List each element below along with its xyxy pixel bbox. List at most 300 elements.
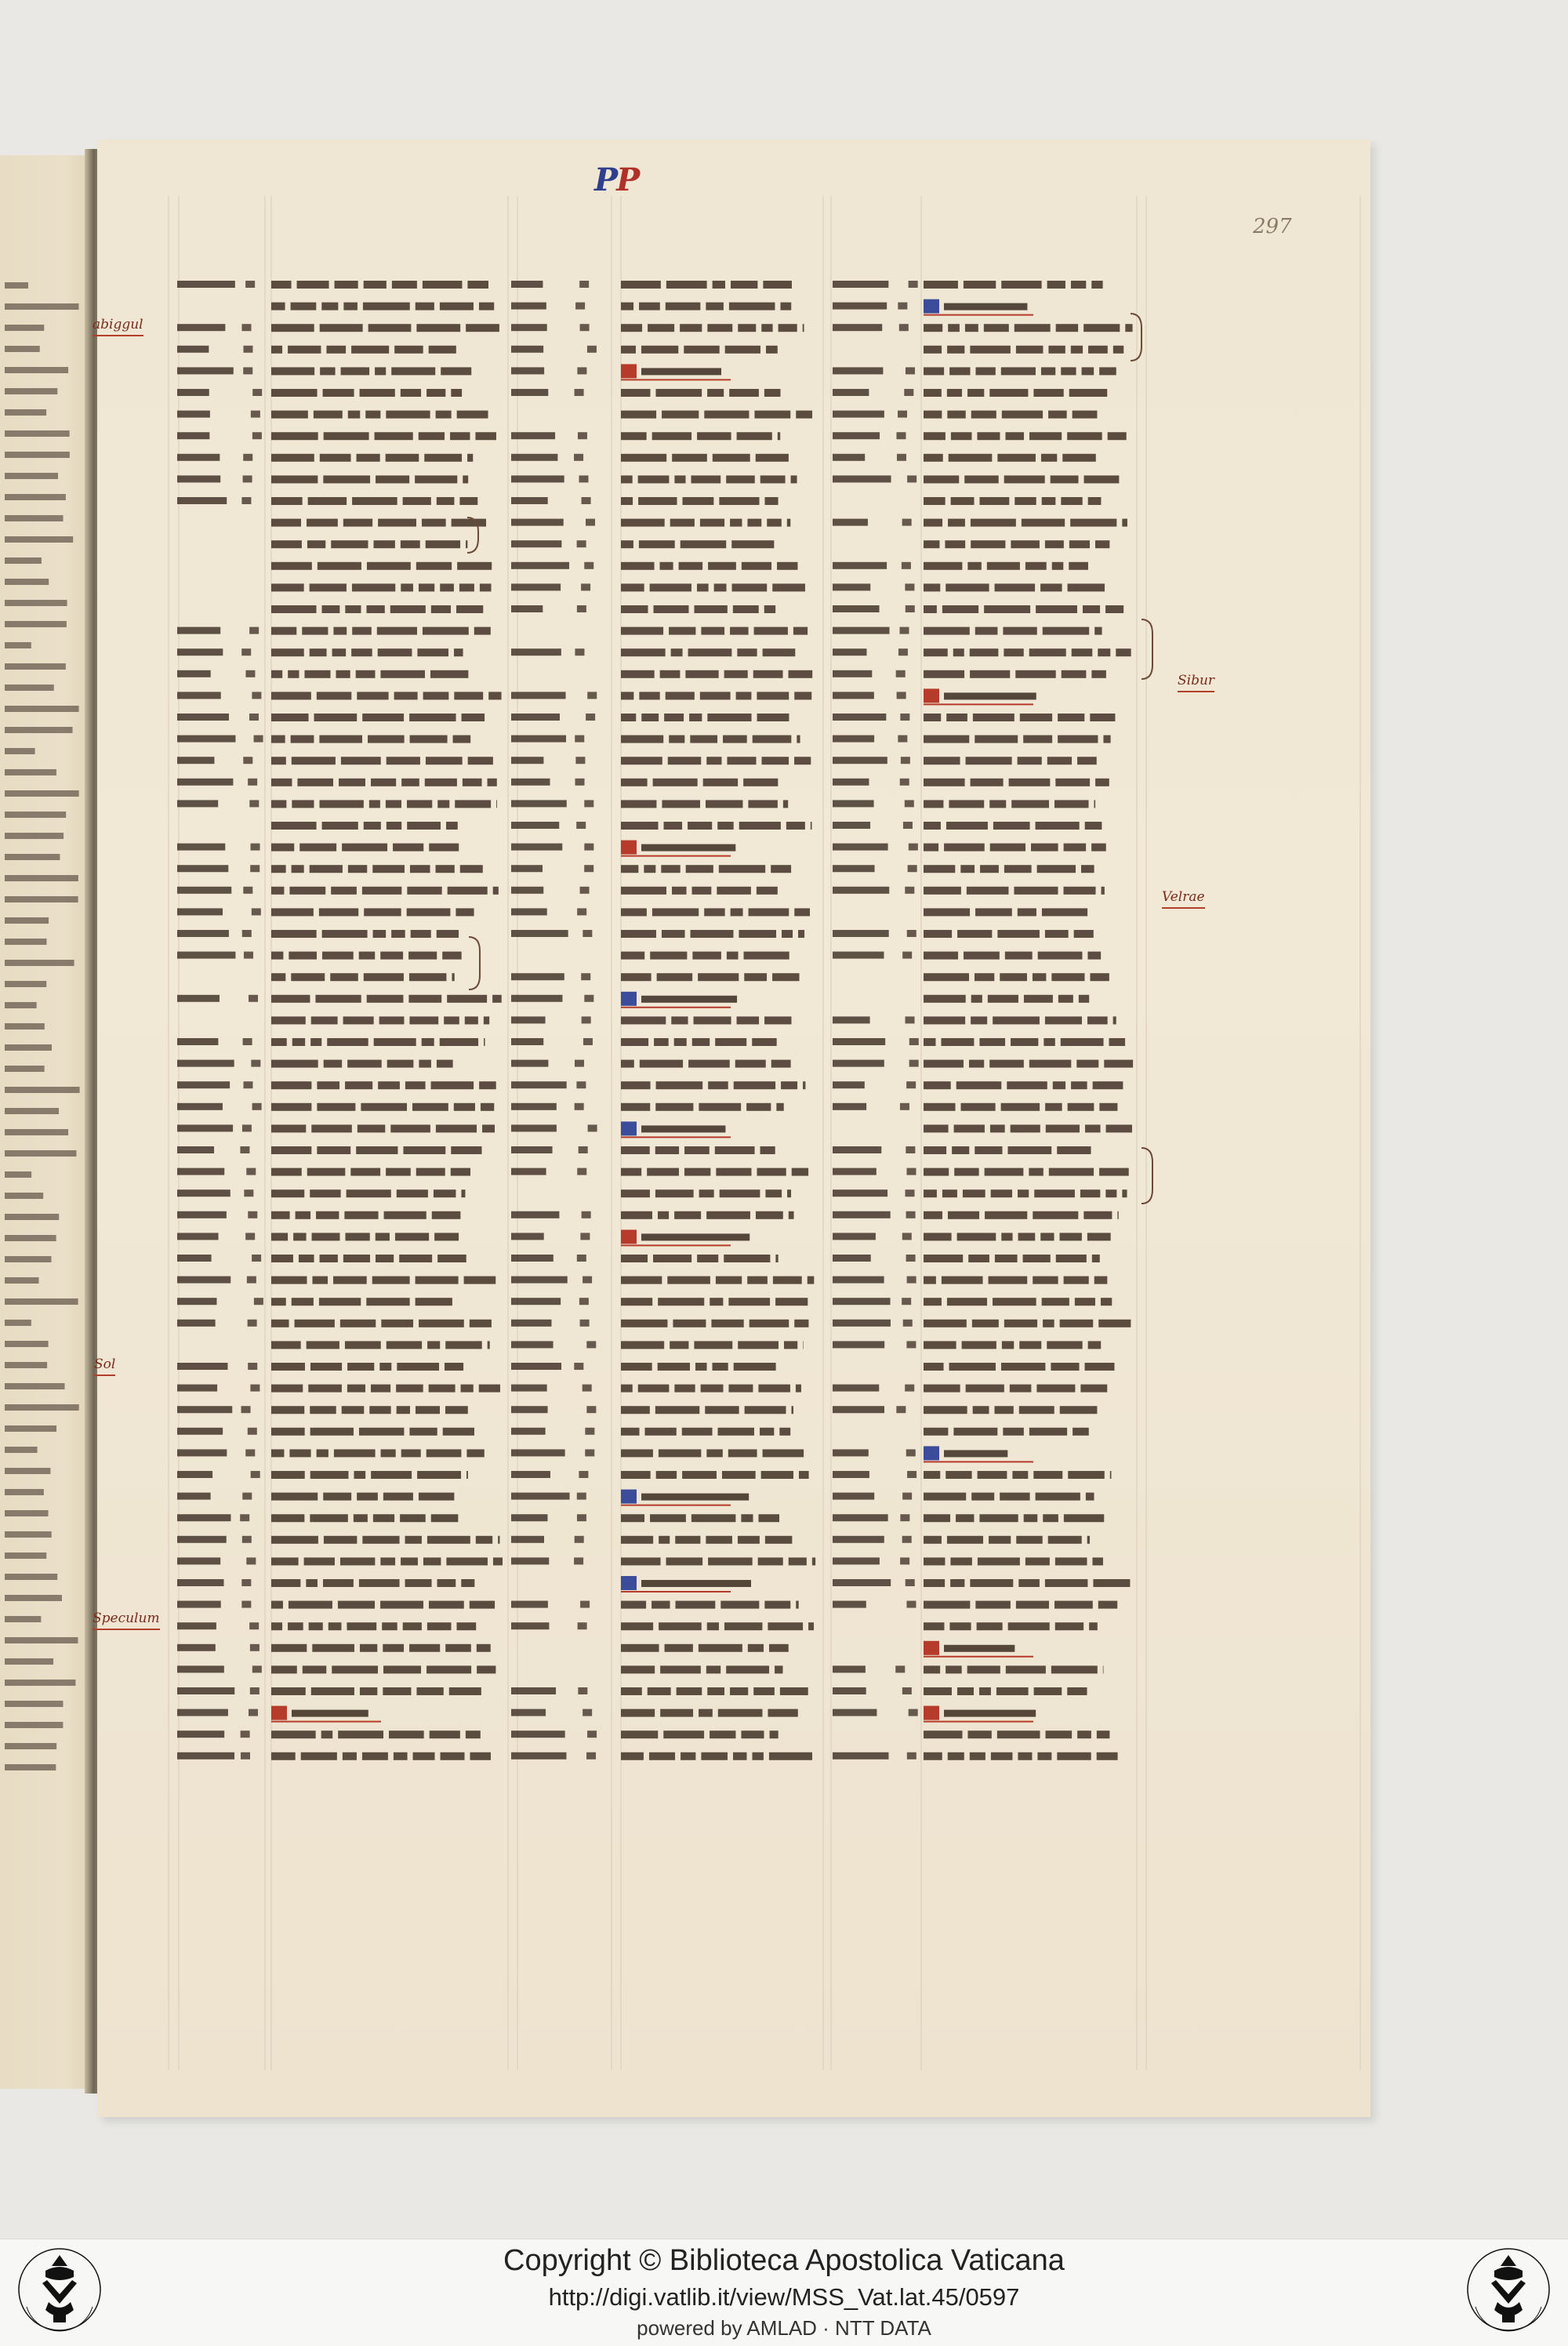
script-word	[423, 692, 449, 699]
reference-mark	[833, 800, 874, 807]
script-word	[663, 1730, 704, 1738]
script-word	[966, 1385, 1004, 1393]
reference-letter	[245, 670, 255, 677]
script-word	[375, 367, 386, 375]
script-word	[1097, 1730, 1110, 1738]
script-word	[924, 1081, 951, 1089]
facing-text-line	[5, 452, 70, 458]
rubric-initial	[924, 688, 939, 703]
reference-mark	[511, 1493, 570, 1500]
reference-mark	[511, 1536, 544, 1543]
script-word	[731, 281, 757, 289]
reference-mark	[833, 1320, 891, 1327]
reference-mark	[511, 1276, 568, 1284]
script-word	[356, 670, 376, 678]
script-word	[1064, 1514, 1104, 1522]
script-word	[465, 1016, 478, 1024]
script-word	[461, 1189, 465, 1197]
script-word	[390, 1124, 430, 1132]
facing-text-line	[5, 1658, 53, 1665]
reference-mark	[833, 1709, 877, 1716]
reference-letter	[899, 627, 909, 634]
script-word	[1043, 1320, 1054, 1327]
script-word	[271, 757, 286, 764]
script-word	[771, 865, 791, 873]
script-word	[717, 822, 733, 830]
script-word	[328, 1622, 342, 1630]
script-word	[949, 1363, 996, 1371]
script-word	[621, 1081, 651, 1089]
script-word	[731, 908, 743, 916]
reference-letter	[248, 1320, 257, 1327]
reference-mark	[177, 324, 225, 331]
script-word	[271, 389, 318, 397]
script-word	[769, 1644, 789, 1652]
facing-text-line	[5, 1722, 63, 1728]
script-word	[1033, 973, 1046, 981]
script-word	[416, 1298, 452, 1306]
script-word	[1011, 1038, 1038, 1046]
reference-letter	[895, 1665, 905, 1672]
script-word	[993, 1016, 1040, 1024]
script-word	[436, 411, 452, 419]
script-word	[271, 1471, 305, 1479]
reference-mark	[511, 454, 557, 461]
reference-mark	[833, 303, 887, 310]
reference-mark	[511, 583, 561, 590]
script-word	[1037, 865, 1076, 873]
script-word	[1095, 779, 1109, 786]
script-word	[621, 1060, 634, 1068]
script-word	[459, 497, 477, 505]
script-word	[1018, 908, 1036, 916]
reference-letter	[580, 324, 590, 331]
reference-mark	[177, 454, 220, 461]
reference-letter	[241, 1601, 251, 1608]
script-word	[979, 1038, 1005, 1046]
reference-letter	[249, 1709, 258, 1716]
script-word	[1082, 367, 1094, 375]
script-word	[730, 1687, 748, 1695]
script-word	[989, 1536, 1011, 1544]
script-word	[924, 648, 948, 656]
script-word	[971, 779, 1004, 786]
script-word	[372, 1276, 410, 1284]
script-word	[962, 1341, 996, 1349]
script-word	[803, 1081, 805, 1089]
reference-mark	[833, 1471, 869, 1478]
script-word	[1106, 1124, 1132, 1132]
script-word	[366, 605, 384, 613]
script-word	[347, 1385, 365, 1393]
script-word	[701, 1752, 728, 1760]
script-word	[989, 389, 1028, 397]
script-word	[407, 822, 441, 830]
script-word	[778, 432, 780, 440]
script-word	[271, 475, 318, 483]
script-word	[947, 1298, 987, 1306]
reference-mark	[511, 389, 548, 396]
reference-mark	[511, 995, 562, 1002]
script-word	[1083, 324, 1120, 332]
script-word	[730, 627, 748, 635]
script-word	[419, 432, 445, 440]
facing-text-line	[5, 600, 67, 606]
script-word	[361, 1103, 407, 1111]
script-word	[779, 324, 797, 332]
reference-letter	[586, 1752, 596, 1760]
script-word	[431, 1514, 459, 1522]
reference-letter	[242, 1536, 252, 1543]
script-word	[1054, 800, 1088, 808]
script-word	[321, 303, 338, 310]
script-word	[401, 1557, 418, 1565]
script-word	[924, 865, 955, 873]
reference-letter	[248, 1363, 257, 1370]
script-word	[647, 1168, 679, 1176]
script-word	[1090, 973, 1109, 981]
facing-text-line	[5, 663, 66, 670]
source-url-link[interactable]: http://digi.vatlib.it/view/MSS_Vat.lat.45/0597	[548, 2283, 1020, 2311]
script-word	[1058, 995, 1073, 1003]
script-word	[682, 1471, 717, 1479]
reference-mark	[833, 411, 884, 418]
script-word	[669, 735, 684, 743]
script-word	[351, 648, 372, 656]
script-word	[775, 1665, 782, 1673]
reference-letter	[245, 1449, 255, 1456]
reference-letter	[578, 432, 587, 439]
script-word	[757, 692, 789, 699]
reference-mark	[511, 930, 568, 937]
script-word	[1045, 1579, 1088, 1587]
script-word	[448, 887, 488, 895]
script-word	[427, 1622, 452, 1630]
script-word	[948, 1211, 979, 1219]
reference-mark	[177, 865, 228, 872]
script-word	[948, 1752, 964, 1760]
facing-text-line	[5, 1108, 59, 1114]
script-word	[429, 1385, 456, 1393]
script-word	[997, 930, 1040, 938]
script-word	[271, 887, 284, 895]
reference-mark	[833, 1385, 879, 1392]
script-word	[753, 1687, 775, 1695]
script-word	[655, 1406, 699, 1414]
script-word	[310, 1363, 342, 1371]
script-word	[386, 454, 419, 462]
script-word	[973, 714, 1014, 721]
script-word	[699, 1189, 714, 1197]
script-word	[621, 1276, 662, 1284]
script-word	[461, 1579, 474, 1587]
script-word	[333, 1276, 367, 1284]
rubric-heading-stroke	[944, 692, 1036, 699]
script-word	[307, 540, 325, 548]
reference-letter	[576, 1081, 586, 1088]
script-word	[419, 1493, 454, 1501]
reference-mark	[833, 562, 887, 569]
copyright-text: Copyright © Biblioteca Apostolica Vaticana	[503, 2244, 1065, 2277]
script-word	[783, 800, 788, 808]
script-word	[367, 995, 404, 1003]
script-word	[364, 908, 401, 916]
script-word	[650, 1514, 686, 1522]
script-word	[942, 1276, 983, 1284]
reference-letter	[249, 1622, 259, 1629]
script-word	[386, 411, 430, 419]
script-word	[271, 583, 304, 591]
reference-mark	[177, 1060, 234, 1067]
script-word	[924, 1298, 942, 1306]
script-word	[728, 1298, 770, 1306]
script-word	[396, 1385, 423, 1393]
reference-mark	[177, 497, 227, 504]
script-word	[956, 1514, 974, 1522]
reference-letter	[242, 930, 252, 937]
script-word	[1041, 367, 1055, 375]
reference-letter	[243, 475, 252, 482]
reference-mark	[833, 714, 886, 721]
script-word	[621, 583, 644, 591]
script-word	[359, 1428, 404, 1436]
facing-text-line	[5, 1764, 56, 1770]
reference-mark	[177, 1385, 217, 1392]
script-word	[694, 605, 727, 613]
script-word	[764, 389, 781, 397]
script-word	[378, 1081, 400, 1089]
script-word	[772, 583, 805, 591]
script-word	[391, 930, 405, 938]
script-word	[979, 1514, 1018, 1522]
script-word	[942, 605, 978, 613]
script-word	[271, 324, 314, 332]
reference-letter	[906, 1146, 915, 1153]
script-word	[979, 1687, 991, 1695]
script-word	[423, 281, 463, 289]
script-word	[728, 1449, 757, 1457]
script-word	[621, 1189, 650, 1197]
script-word	[320, 1255, 338, 1262]
script-word	[1068, 583, 1105, 591]
script-word	[292, 800, 314, 808]
script-word	[416, 324, 460, 332]
facing-text-line	[5, 1256, 52, 1262]
script-word	[416, 303, 434, 310]
script-word	[452, 973, 454, 981]
script-word	[666, 692, 695, 699]
script-word	[343, 303, 358, 310]
script-word	[924, 1363, 944, 1371]
script-word	[466, 540, 467, 548]
script-word	[711, 1320, 743, 1327]
script-word	[477, 1665, 495, 1673]
script-word	[1069, 389, 1108, 397]
script-word	[686, 865, 713, 873]
script-word	[706, 800, 742, 808]
script-word	[1087, 1233, 1111, 1240]
script-word	[1090, 714, 1115, 721]
facing-text-line	[5, 1235, 56, 1241]
script-word	[297, 779, 333, 786]
script-word	[775, 1298, 808, 1306]
script-word	[706, 757, 721, 764]
script-word	[271, 670, 282, 678]
script-word	[775, 1255, 778, 1262]
script-word	[383, 1644, 404, 1652]
script-word	[1036, 1385, 1075, 1393]
reference-letter	[896, 1406, 906, 1413]
script-word	[773, 1276, 802, 1284]
script-word	[437, 800, 449, 808]
reference-letter	[244, 1189, 253, 1197]
script-word	[1047, 757, 1072, 764]
script-word	[670, 519, 695, 527]
facing-text-line	[5, 1701, 63, 1707]
script-word	[924, 367, 944, 375]
facing-text-line	[5, 812, 66, 818]
script-word	[317, 1449, 328, 1457]
script-word	[1099, 1168, 1129, 1176]
script-word	[271, 1016, 306, 1024]
script-word	[413, 1752, 435, 1760]
reference-letter	[243, 1081, 252, 1088]
reference-letter	[577, 1255, 586, 1262]
script-word	[683, 497, 714, 505]
script-word	[1014, 497, 1036, 505]
script-word	[673, 1320, 706, 1327]
script-word	[322, 605, 340, 613]
reference-mark	[833, 627, 890, 634]
script-word	[358, 1124, 385, 1132]
script-word	[747, 519, 761, 527]
script-word	[1087, 1016, 1108, 1024]
script-word	[794, 1320, 808, 1327]
reference-mark	[833, 952, 884, 959]
script-word	[449, 1687, 481, 1695]
reference-letter	[897, 454, 906, 461]
reference-letter	[584, 995, 593, 1002]
script-word	[1000, 973, 1027, 981]
script-word	[621, 648, 666, 656]
reference-mark	[177, 1276, 230, 1284]
reference-letter	[902, 1233, 912, 1240]
reference-letter	[575, 303, 585, 310]
script-word	[621, 1298, 652, 1306]
script-word	[924, 995, 966, 1003]
reference-mark	[177, 670, 211, 677]
script-word	[1080, 1385, 1107, 1393]
reference-mark	[511, 1146, 553, 1153]
reference-mark	[833, 930, 889, 937]
reference-letter	[574, 1557, 583, 1564]
script-word	[621, 454, 666, 462]
script-word	[271, 1060, 318, 1068]
script-word	[961, 1103, 996, 1111]
script-word	[387, 1341, 422, 1349]
script-word	[426, 757, 463, 764]
script-word	[621, 714, 636, 721]
script-word	[656, 1081, 703, 1089]
script-word	[1009, 779, 1051, 786]
script-word	[990, 1124, 1005, 1132]
script-word	[957, 1233, 996, 1240]
script-word	[417, 648, 448, 656]
script-word	[437, 1060, 453, 1068]
script-word	[760, 1146, 775, 1154]
reference-letter	[252, 1255, 261, 1262]
script-word	[271, 800, 286, 808]
script-word	[360, 1687, 377, 1695]
script-word	[422, 519, 446, 527]
script-word	[987, 562, 1020, 570]
script-word	[1042, 497, 1056, 505]
reference-letter	[576, 822, 586, 829]
reference-mark	[511, 800, 567, 807]
script-word	[387, 1060, 414, 1068]
script-word	[713, 454, 750, 462]
script-word	[621, 605, 648, 613]
facing-text-line	[5, 1066, 45, 1072]
reference-letter	[903, 1320, 913, 1327]
script-word	[1109, 1038, 1126, 1046]
script-word	[971, 540, 1005, 548]
running-header	[594, 162, 638, 198]
reference-letter	[580, 1233, 590, 1240]
reference-letter	[579, 1146, 588, 1153]
script-word	[299, 844, 336, 852]
script-word	[760, 1428, 774, 1436]
script-word	[1001, 1233, 1012, 1240]
reference-letter	[898, 648, 908, 656]
script-word	[1097, 1752, 1118, 1760]
script-word	[1007, 1146, 1051, 1154]
script-word	[342, 1406, 365, 1414]
script-word	[621, 1644, 659, 1652]
script-word	[1094, 800, 1096, 808]
script-word	[1084, 475, 1120, 483]
script-word	[924, 454, 943, 462]
reference-mark	[511, 324, 547, 331]
script-word	[426, 1449, 462, 1457]
script-word	[941, 1038, 974, 1046]
facing-text-line	[5, 579, 49, 585]
script-word	[373, 540, 394, 548]
script-word	[924, 1687, 952, 1695]
script-word	[703, 779, 738, 786]
facing-text-line	[5, 981, 46, 987]
script-word	[330, 973, 358, 981]
script-word	[1041, 454, 1057, 462]
script-word	[332, 648, 347, 656]
rubric-heading-stroke	[641, 844, 735, 852]
reference-letter	[245, 281, 255, 288]
script-word	[311, 1687, 354, 1695]
script-word	[271, 735, 285, 743]
script-word	[317, 1103, 355, 1111]
script-word	[621, 952, 644, 960]
reference-letter	[246, 1168, 256, 1175]
script-word	[743, 779, 778, 786]
script-word	[310, 583, 347, 591]
reference-letter	[249, 627, 259, 634]
script-word	[317, 1146, 350, 1154]
reference-letter	[249, 995, 258, 1002]
script-word	[679, 562, 702, 570]
facing-text-line	[5, 875, 78, 881]
script-word	[488, 779, 497, 786]
script-word	[271, 973, 285, 981]
